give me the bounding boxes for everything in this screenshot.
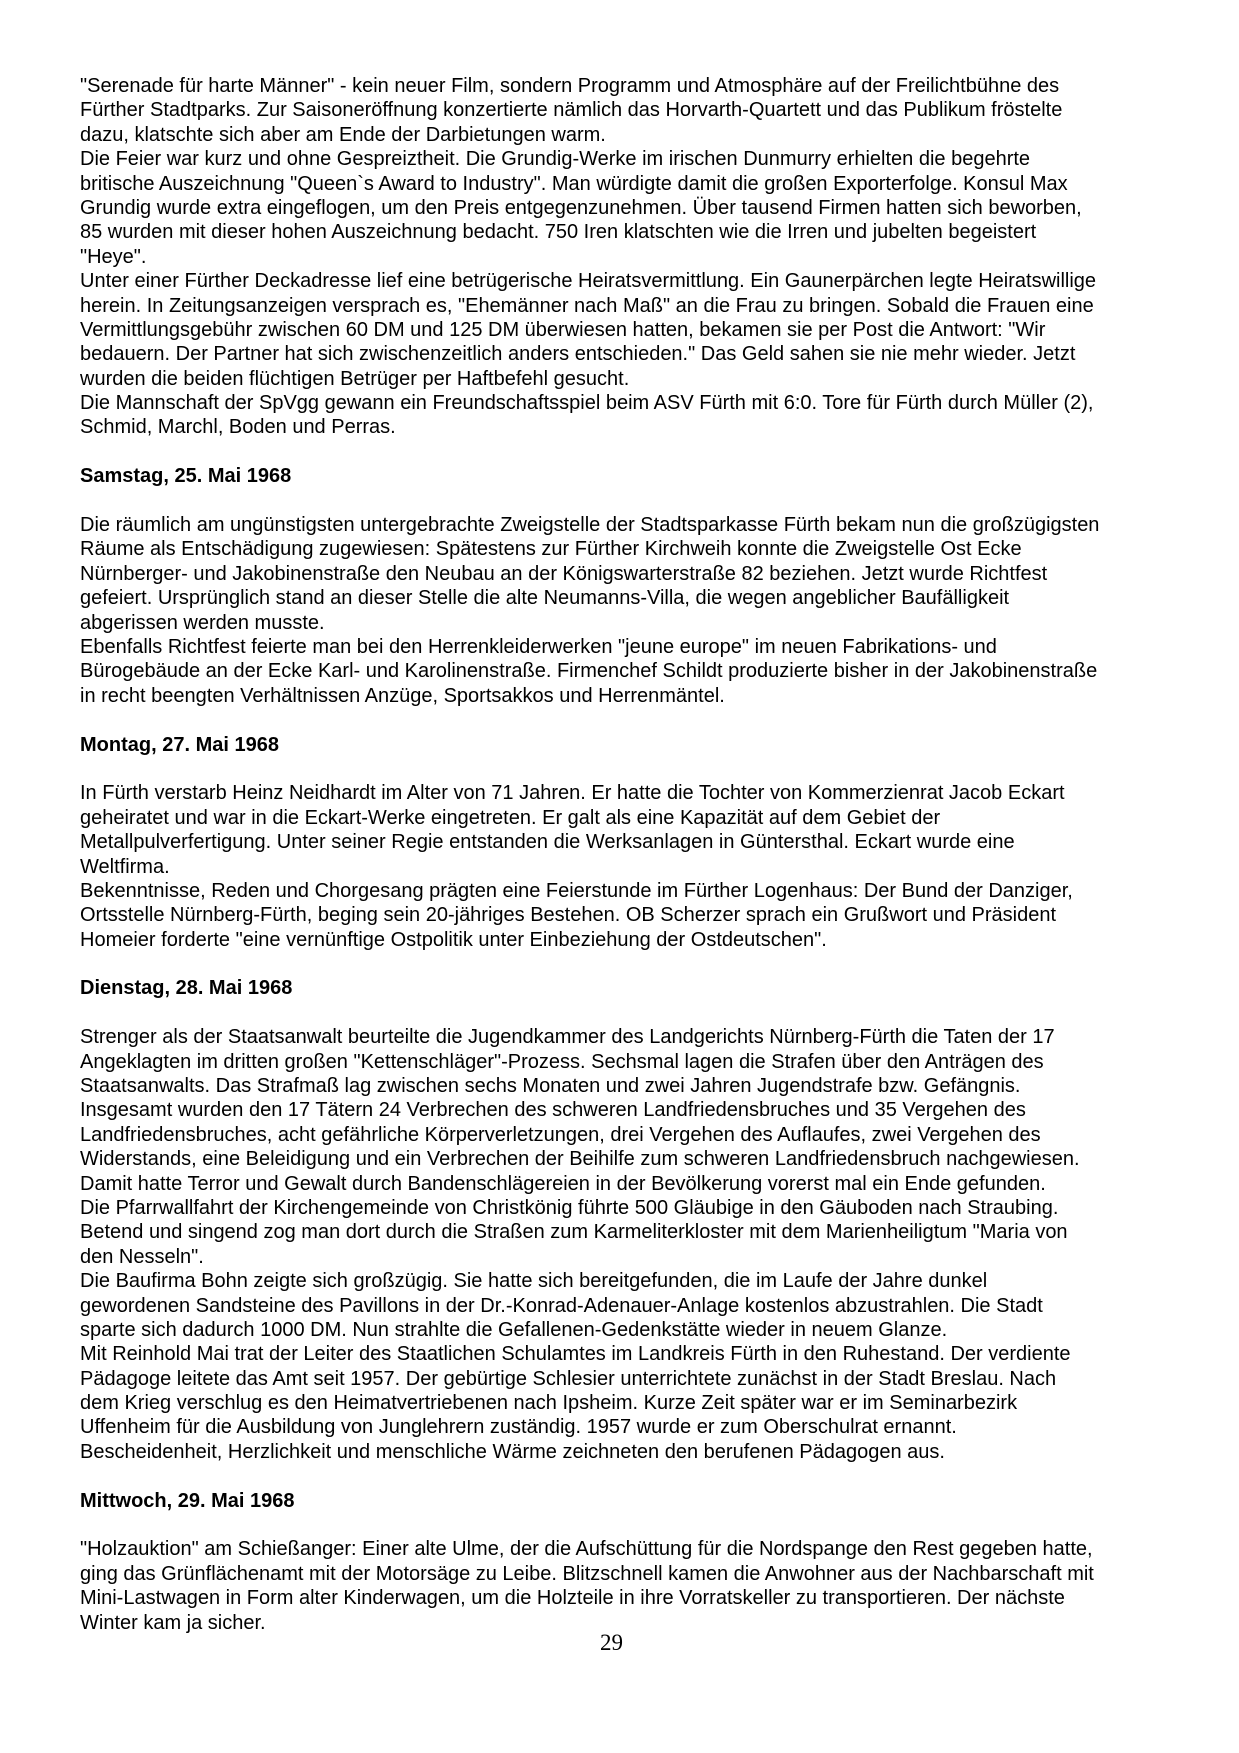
text-line: Ortsstelle Nürnberg-Fürth, beging sein 20-jähriges Bestehen. OB Scherzer sprach ein Grußwort und Präsident <box>80 904 1057 927</box>
text-line: gewordenen Sandsteine des Pavillons in der Dr.-Konrad-Adenauer-Anlage kostenlos abzustrahlen. Die Stadt <box>80 1294 1043 1317</box>
text-line: Mini-Lastwagen in Form alter Kinderwagen, um die Holzteile in ihre Vorratskeller zu transportieren. Der nächste <box>80 1587 1065 1610</box>
text-line: Nürnberger- und Jakobinenstraße den Neubau an der Königswarterstraße 82 beziehen. Jetzt wurde Richtfest <box>80 562 1048 585</box>
blank-line <box>80 489 1165 513</box>
blank-line <box>80 440 1165 464</box>
section-heading: Dienstag, 28. Mai 1968 <box>80 977 293 1000</box>
text-line: Die Mannschaft der SpVgg gewann ein Freundschaftsspiel beim ASV Fürth mit 6:0. Tore für Fürth durch Müller (2), <box>80 392 1094 415</box>
blank-line <box>80 952 1165 976</box>
page-number: 29 <box>600 1630 623 1655</box>
text-line: Winter kam ja sicher. <box>80 1611 266 1634</box>
text-line: Bürogebäude an der Ecke Karl- und Karolinenstraße. Firmenchef Schildt produzierte bisher in der Jakobinenstraße <box>80 660 1098 683</box>
text-line: bedauern. Der Partner hat sich zwischenzeitlich anders entschieden." Das Geld sahen sie nie mehr wieder. Jetzt <box>80 343 1076 366</box>
text-line: Betend und singend zog man dort durch die Straßen zum Karmeliterkloster mit dem Marienheiligtum "Maria von <box>80 1221 1068 1244</box>
text-line: geheiratet und war in die Eckart-Werke eingetreten. Er galt als eine Kapazität auf dem Gebiet der <box>80 806 941 829</box>
text-line: Widerstands, eine Beleidigung und ein Verbrechen der Beihilfe zum schweren Landfriedensbruch nachgewiesen. <box>80 1148 1080 1171</box>
text-line: Staatsanwalts. Das Strafmaß lag zwischen sechs Monaten und zwei Jahren Jugendstrafe bzw. Gefängnis. <box>80 1075 1021 1098</box>
section-heading: Montag, 27. Mai 1968 <box>80 733 279 756</box>
text-line: gefeiert. Ursprünglich stand an dieser Stelle die alte Neumanns-Villa, die wegen angeblicher Baufälligkeit <box>80 587 1010 610</box>
text-line: Unter einer Fürther Deckadresse lief eine betrügerische Heiratsvermittlung. Ein Gaunerpärchen legte Heiratswillige <box>80 270 1097 293</box>
text-line: Bescheidenheit, Herzlichkeit und menschliche Wärme zeichneten den berufenen Pädagogen aus. <box>80 1440 945 1463</box>
text-line: Die räumlich am ungünstigsten untergebrachte Zweigstelle der Stadtsparkasse Fürth bekam nun die großzügigsten <box>80 514 1100 537</box>
text-line: "Heye". <box>80 245 147 268</box>
blank-line <box>80 1513 1165 1537</box>
text-line: Metallpulverfertigung. Unter seiner Regie entstanden die Werksanlagen in Güntersthal. Eckart wurde eine <box>80 831 1015 854</box>
text-line: "Holzauktion" am Schießanger: Einer alte Ulme, der die Aufschüttung für die Nordspange den Rest gegeben hatte, <box>80 1538 1093 1561</box>
text-line: Schmid, Marchl, Boden und Perras. <box>80 416 396 439</box>
blank-line <box>80 757 1165 781</box>
text-line: Weltfirma. <box>80 855 170 878</box>
text-line: Pädagoge leitete das Amt seit 1957. Der gebürtige Schlesier unterrichtete zunächst in der Stadt Breslau. Nach <box>80 1367 1057 1390</box>
blank-line <box>80 1001 1165 1025</box>
text-line: Räume als Entschädigung zugewiesen: Spätestens zur Fürther Kirchweih konnte die Zweigstelle Ost Ecke <box>80 538 1022 561</box>
text-line: den Nesseln". <box>80 1245 204 1268</box>
text-line: In Fürth verstarb Heinz Neidhardt im Alter von 71 Jahren. Er hatte die Tochter von Kommerzienrat Jacob Eckart <box>80 782 1065 805</box>
text-line: Bekenntnisse, Reden und Chorgesang prägten eine Feierstunde im Fürther Logenhaus: Der Bund der Danziger, <box>80 879 1073 902</box>
text-line: 85 wurden mit dieser hohen Auszeichnung bedacht. 750 Iren klatschten wie die Irren und jubelten begeistert <box>80 221 1037 244</box>
text-line: Die Baufirma Bohn zeigte sich großzügig. Sie hatte sich bereitgefunden, die im Laufe der Jahre dunkel <box>80 1270 988 1293</box>
text-line: wurden die beiden flüchtigen Betrüger per Haftbefehl gesucht. <box>80 367 630 390</box>
text-line: Insgesamt wurden den 17 Tätern 24 Verbrechen des schweren Landfriedensbruches und 35 Vergehen des <box>80 1099 1026 1122</box>
text-line: dazu, klatschte sich aber am Ende der Darbietungen warm. <box>80 123 606 146</box>
blank-line <box>80 708 1165 732</box>
text-line: sparte sich dadurch 1000 DM. Nun strahlte die Gefallenen-Gedenkstätte wieder in neuem Glanze. <box>80 1318 948 1341</box>
text-line: Angeklagten im dritten großen "Kettenschläger"-Prozess. Sechsmal lagen die Strafen über den Anträgen des <box>80 1050 1044 1073</box>
text-line: Die Feier war kurz und ohne Gespreiztheit. Die Grundig-Werke im irischen Dunmurry erhielten die begehrte <box>80 148 1031 171</box>
text-line: Damit hatte Terror und Gewalt durch Bandenschlägereien in der Bevölkerung vorerst mal ein Ende gefunden. <box>80 1172 1046 1195</box>
text-line: Uffenheim für die Ausbildung von Junglehrern zuständig. 1957 wurde er zum Oberschulrat ernannt. <box>80 1416 957 1439</box>
text-line: Landfriedensbruches, acht gefährliche Körperverletzungen, drei Vergehen des Auflaufes, zwei Vergehen des <box>80 1123 1041 1146</box>
text-line: "Serenade für harte Männer" - kein neuer Film, sondern Programm und Atmosphäre auf der Freilichtbühne des <box>80 75 1060 97</box>
text-line: ging das Grünflächenamt mit der Motorsäge zu Leibe. Blitzschnell kamen die Anwohner aus der Nachbarschaft mit <box>80 1562 1094 1585</box>
text-line: herein. In Zeitungsanzeigen versprach es, "Ehemänner nach Maß" an die Frau zu bringen. Sobald die Frauen eine <box>80 294 1094 317</box>
text-line: Ebenfalls Richtfest feierte man bei den Herrenkleiderwerken "jeune europe" im neuen Fabrikations- und <box>80 635 997 658</box>
blank-line <box>80 1464 1165 1488</box>
section-heading: Samstag, 25. Mai 1968 <box>80 465 292 488</box>
text-line: abgerissen werden musste. <box>80 611 325 634</box>
text-line: Mit Reinhold Mai trat der Leiter des Staatlichen Schulamtes im Landkreis Fürth in den Ruhestand. Der verdiente <box>80 1343 1071 1366</box>
text-line: Die Pfarrwallfahrt der Kirchengemeinde von Christkönig führte 500 Gläubige in den Gäuboden nach Straubing. <box>80 1196 1059 1219</box>
text-line: Grundig wurde extra eingeflogen, um den Preis entgegenzunehmen. Über tausend Firmen hatten sich beworben, <box>80 196 1082 219</box>
document-text-block <box>80 74 1165 1635</box>
text-line: Fürther Stadtparks. Zur Saisoneröffnung konzertierte nämlich das Horvarth-Quartett und das Publikum fröstelte <box>80 99 1063 122</box>
text-line: Strenger als der Staatsanwalt beurteilte die Jugendkammer des Landgerichts Nürnberg-Fürth die Taten der 17 <box>80 1026 1055 1049</box>
text-line: Vermittlungsgebühr zwischen 60 DM und 125 DM überwiesen hatten, bekamen sie per Post die Antwort: "Wir <box>80 318 1046 341</box>
text-line: dem Krieg verschlug es den Heimatvertriebenen nach Ipsheim. Kurze Zeit später war er im Seminarbezirk <box>80 1392 1018 1415</box>
text-line: britische Auszeichnung "Queen`s Award to Industry". Man würdigte damit die großen Exporterfolge. Konsul Max <box>80 172 1068 195</box>
text-line: Homeier forderte "eine vernünftige Ostpolitik unter Einbeziehung der Ostdeutschen". <box>80 928 827 951</box>
section-heading: Mittwoch, 29. Mai 1968 <box>80 1489 295 1512</box>
text-line: in recht beengten Verhältnissen Anzüge, Sportsakkos und Herrenmäntel. <box>80 684 725 707</box>
